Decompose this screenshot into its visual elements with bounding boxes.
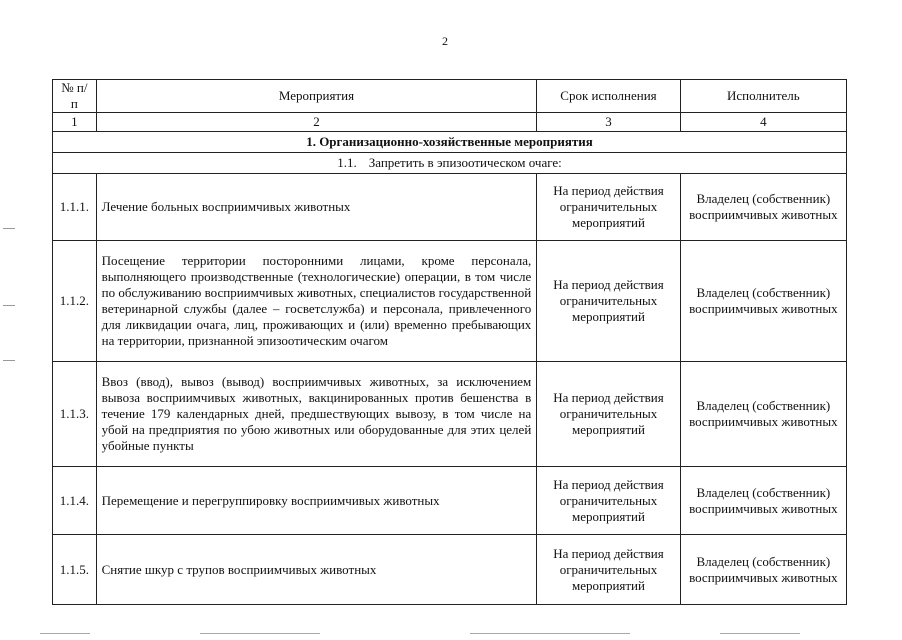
- row-term: На период действия ограничительных мероприятий: [537, 362, 680, 467]
- row-text: Снятие шкур с трупов восприимчивых животных: [96, 535, 537, 605]
- scan-mark: [200, 633, 320, 634]
- column-number-row: [53, 113, 847, 132]
- column-number: 1: [53, 113, 97, 132]
- row-executor: Владелец (собственник) восприимчивых животных: [680, 467, 846, 535]
- scan-mark: [40, 633, 90, 634]
- table-row: [53, 467, 847, 535]
- column-number: 4: [680, 113, 846, 132]
- header-executor: Исполнитель: [680, 80, 846, 113]
- row-code: 1.1.1.: [53, 174, 97, 241]
- header-action: Мероприятия: [96, 80, 537, 113]
- scan-mark: [3, 360, 15, 361]
- row-executor: Владелец (собственник) восприимчивых животных: [680, 535, 846, 605]
- scan-mark: [3, 305, 15, 306]
- row-term: На период действия ограничительных мероприятий: [537, 174, 680, 241]
- subsection-title: Запретить в эпизоотическом очаге:: [368, 155, 562, 170]
- row-executor: Владелец (собственник) восприимчивых животных: [680, 241, 846, 362]
- table-row: [53, 535, 847, 605]
- row-code: 1.1.4.: [53, 467, 97, 535]
- header-num: № п/п: [53, 80, 97, 113]
- row-text: Перемещение и перегруппировку восприимчивых животных: [96, 467, 537, 535]
- row-term: На период действия ограничительных мероприятий: [537, 467, 680, 535]
- subsection-row: [53, 153, 847, 174]
- header-term: Срок исполнения: [537, 80, 680, 113]
- scan-mark: [720, 633, 800, 634]
- subsection-cell: [53, 153, 847, 174]
- row-code: 1.1.3.: [53, 362, 97, 467]
- table-header-row: [53, 80, 847, 113]
- scan-mark: [470, 633, 630, 634]
- scan-mark: [3, 228, 15, 229]
- column-number: 2: [96, 113, 537, 132]
- table-row: [53, 241, 847, 362]
- row-text: Посещение территории посторонними лицами, кроме персонала, выполняющего производственные (технологические) операции, в том числе по обслуживанию восприимчивых животных, специалистов государственной ветеринарной службы (далее – госветслужба) и персонала, привлеченного для ликвидации очага, лиц, проживающих и (или) временно пребывающих на территории, признанной эпизоотическим очагом: [96, 241, 537, 362]
- row-executor: Владелец (собственник) восприимчивых животных: [680, 174, 846, 241]
- row-text: Лечение больных восприимчивых животных: [96, 174, 537, 241]
- row-term: На период действия ограничительных мероприятий: [537, 241, 680, 362]
- row-code: 1.1.2.: [53, 241, 97, 362]
- table-row: [53, 174, 847, 241]
- row-executor: Владелец (собственник) восприимчивых животных: [680, 362, 846, 467]
- subsection-number: 1.1.: [337, 155, 357, 170]
- row-term: На период действия ограничительных мероприятий: [537, 535, 680, 605]
- page-number: 2: [442, 34, 448, 48]
- measures-table: [52, 79, 847, 605]
- row-code: 1.1.5.: [53, 535, 97, 605]
- row-text: Ввоз (ввод), вывоз (вывод) восприимчивых животных, за исключением вывоза восприимчивых животных, вакцинированных против бешенства в течение 179 календарных дней, предшествующих вывозу, в том числе на убой на предприятия по убою животных или оборудованные для этих целей убойные пункты: [96, 362, 537, 467]
- table-row: [53, 362, 847, 467]
- section-title: 1. Организационно-хозяйственные мероприятия: [53, 132, 847, 153]
- section-row: [53, 132, 847, 153]
- column-number: 3: [537, 113, 680, 132]
